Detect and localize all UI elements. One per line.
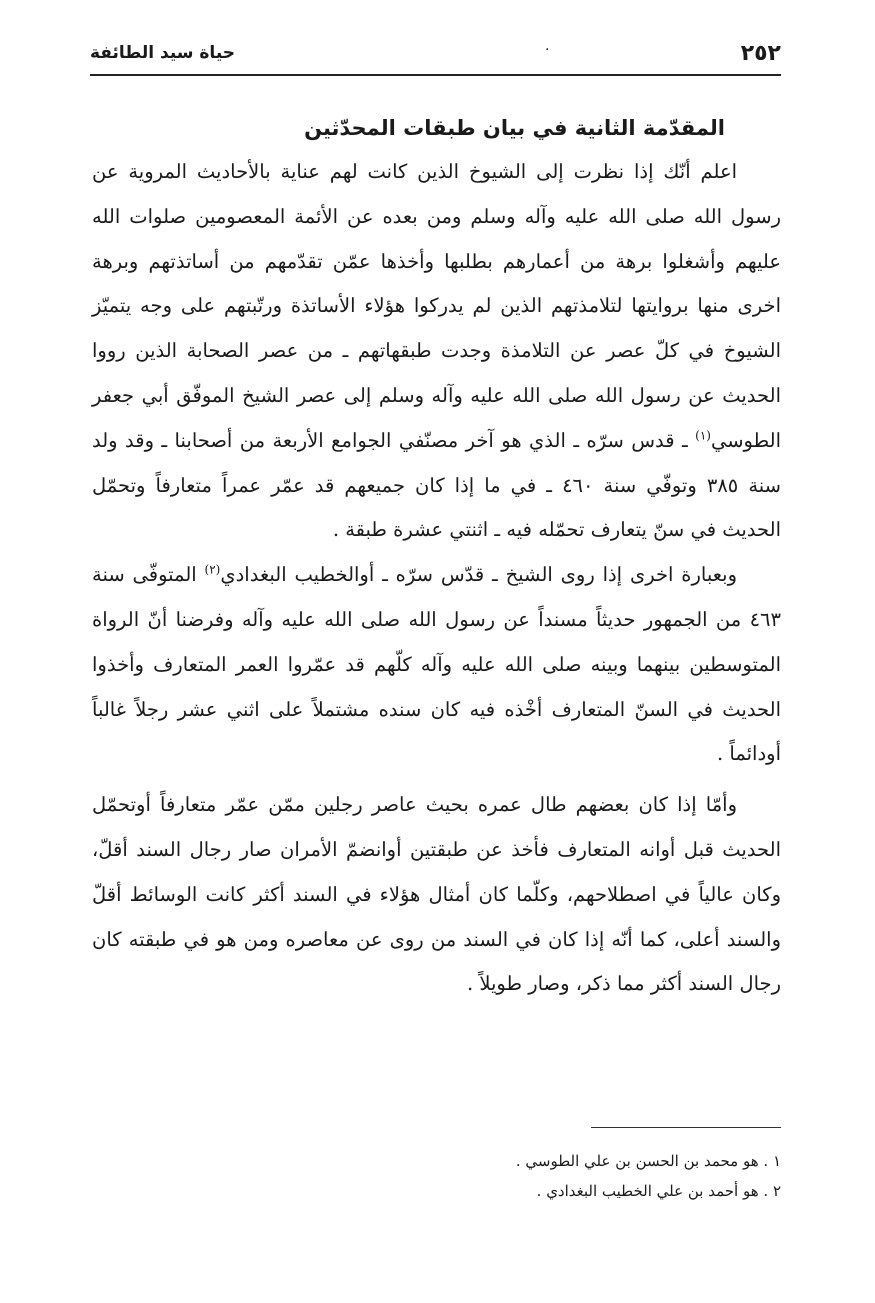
header-rule: [90, 74, 781, 76]
paragraph-2-text-b: المتوفّى سنة ٤٦٣ من الجمهور حديثاً مسنداً عن رسول الله صلى الله عليه وآله وفرضنا أنّ الرواة المتوسطين بينهما وبينه صلى الله عليه وآله كلّهم قد عمّروا العمر المتعارف وأخذوا الحديث في السنّ المتعارف أخْذه فيه كان سنده مشتملاً على اثني عشر رجلاً غالباً أودائماً .: [92, 563, 781, 766]
footnote-ref-1[interactable]: (١): [695, 428, 711, 443]
footnote-ref-2[interactable]: (٢): [204, 562, 221, 577]
footnote-1: ١ . هو محمد بن الحسن بن علي الطوسي .: [515, 1152, 781, 1170]
paragraph-1: [92, 150, 781, 553]
running-header: [90, 36, 781, 70]
paragraph-1-text-b: ـ قدس سرّه ـ الذي هو آخر مصنّفي الجوامع الأربعة من أصحابنا ـ وقد ولد سنة ٣٨٥ وتوفّي سنة ٤٦٠ ـ في ما إذا كان جميعهم قد عمّر عمراً متعارفاً وتحمّل الحديث في سنّ يتعارف تحمّله فيه ـ اثنتي عشرة طبقة .: [92, 428, 781, 542]
paragraph-3: وأمّا إذا كان بعضهم طال عمره بحيث عاصر رجلين ممّن عمّر متعارفاً أوتحمّل الحديث قبل أوانه المتعارف فأخذ عن طبقتين أوانضمّ الأمران صار رجال السند أقلّ، وكان عالياً في اصطلاحهم، وكلّما كان أمثال هؤلاء في السند أكثر كانت الوسائط أقلّ والسند أعلى، كما أنّه إذا كان في السند من روى عن معاصره ومن هو في طبقته كان رجال السند أكثر مما ذكر، وصار طويلاً .: [92, 793, 781, 996]
footnotes: [200, 1146, 781, 1206]
body-text: [92, 150, 781, 1007]
paragraph-2-text-a: وبعبارة اخرى إذا روى الشيخ ـ قدّس سرّه ـ أوالخطيب البغدادي: [220, 563, 737, 587]
section-heading: المقدّمة الثانية في بيان طبقات المحدّثين: [304, 116, 725, 140]
paragraph-1-text-a: اعلم أنّك إذا نظرت إلى الشيوخ الذين كانت لهم عناية بالأحاديث المروية عن رسول الله صلى الله عليه وآله وسلم ومن بعده عن الأئمة المعصومين صلوات الله عليهم وأشغلوا برهة من أعمارهم بطلبها وأخذها عمّن تقدّمهم من أساتذتهم وبرهة اخرى منها بروايتها لتلامذتهم الذين لم يدركوا هؤلاء الأساتذة ورتّبتهم على وجه يتميّز الشيوخ في كلّ عصر عن التلامذة وجدت طبقهاتهم ـ من عصر الصحابة الذين رووا الحديث عن رسول الله صلى الله عليه وآله وسلم إلى عصر الشيخ الموفّق أبي جعفر الطوسي: [92, 160, 781, 452]
header-dot: .: [545, 38, 550, 54]
footnote-separator: [591, 1127, 781, 1128]
footnote-2: ٢ . هو أحمد بن علي الخطيب البغدادي .: [536, 1182, 781, 1200]
page-number: ٢٥٢: [740, 40, 781, 66]
paragraph-2: [92, 553, 781, 777]
book-title: حياة سيد الطائفة: [90, 43, 236, 63]
